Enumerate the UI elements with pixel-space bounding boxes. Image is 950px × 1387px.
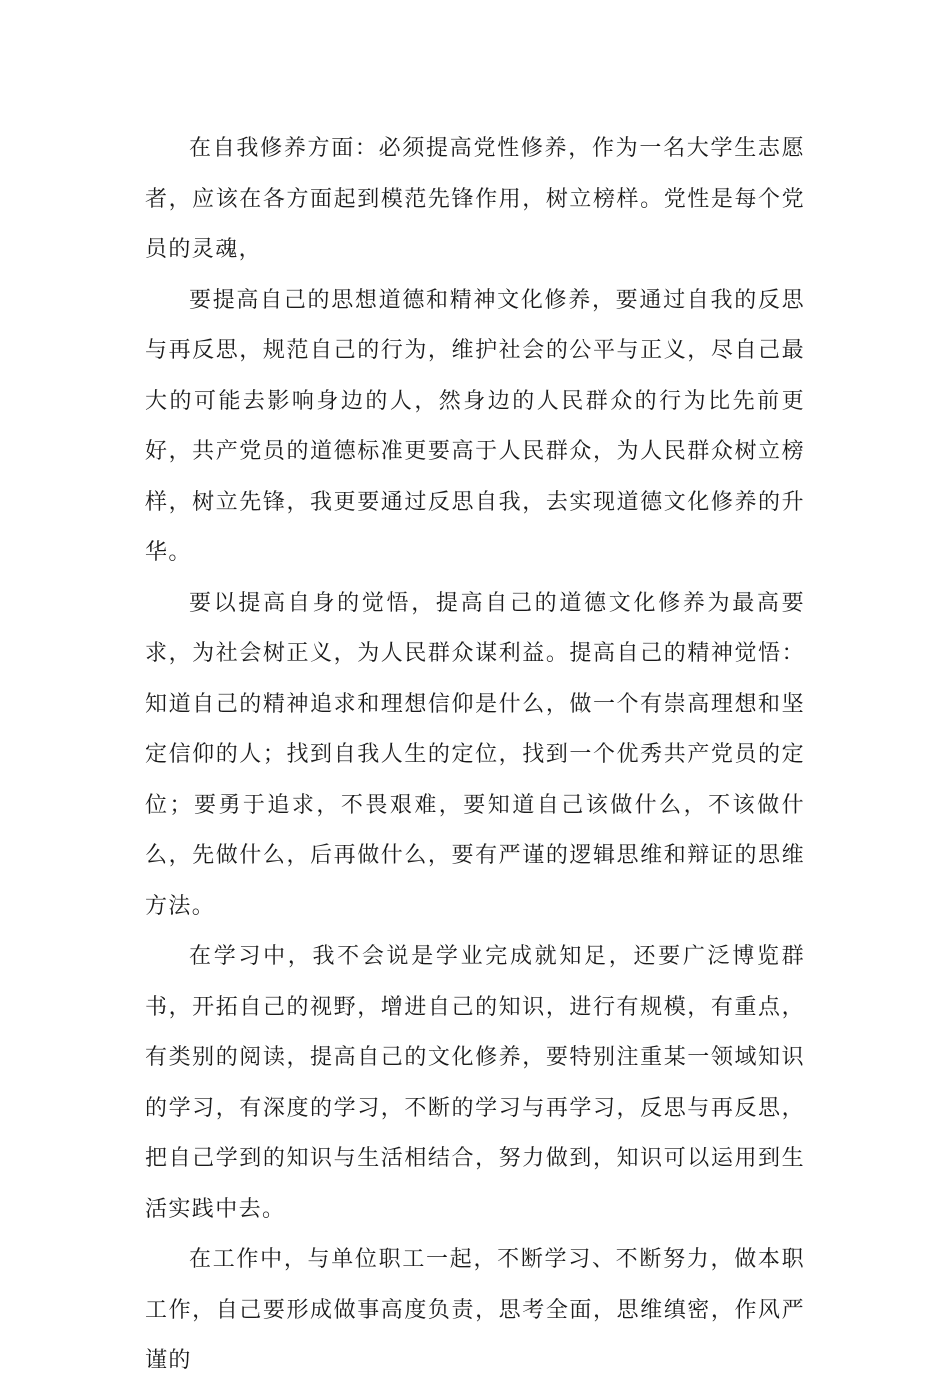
document-body	[145, 124, 805, 1387]
paragraph-work: 在工作中，与单位职工一起，不断学习、不断努力，做本职工作，自己要形成做事高度负责，思考全面，思维缜密，作风严谨的	[145, 1247, 805, 1373]
paragraph-moral-culture: 要提高自己的思想道德和精神文化修养，要通过自我的反思与再反思，规范自己的行为，维护社会的公平与正义，尽自己最大的可能去影响身边的人，然身边的人民群众的行为比先前更好，共产党员的道德标准更要高于人民群众，为人民群众树立榜样，树立先锋，我更要通过反思自我，去实现道德文化修养的升华。	[145, 287, 805, 565]
paragraph-self-cultivation: 在自我修养方面：必须提高党性修养，作为一名大学生志愿者，应该在各方面起到模范先锋作用，树立榜样。党性是每个党员的灵魂，	[145, 136, 805, 262]
paragraph-awareness: 要以提高自身的觉悟，提高自己的道德文化修养为最高要求，为社会树正义，为人民群众谋利益。提高自己的精神觉悟：知道自己的精神追求和理想信仰是什么，做一个有崇高理想和坚定信仰的人；找到自我人生的定位，找到一个优秀共产党员的定位；要勇于追求，不畏艰难，要知道自己该做什么，不该做什么，先做什么，后再做什么，要有严谨的逻辑思维和辩证的思维方法。	[145, 590, 805, 919]
paragraph-study: 在学习中，我不会说是学业完成就知足，还要广泛博览群书，开拓自己的视野，增进自己的知识，进行有规模，有重点，有类别的阅读，提高自己的文化修养，要特别注重某一领域知识的学习，有深度的学习，不断的学习与再学习，反思与再反思，把自己学到的知识与生活相结合，努力做到，知识可以运用到生活实践中去。	[145, 944, 805, 1222]
